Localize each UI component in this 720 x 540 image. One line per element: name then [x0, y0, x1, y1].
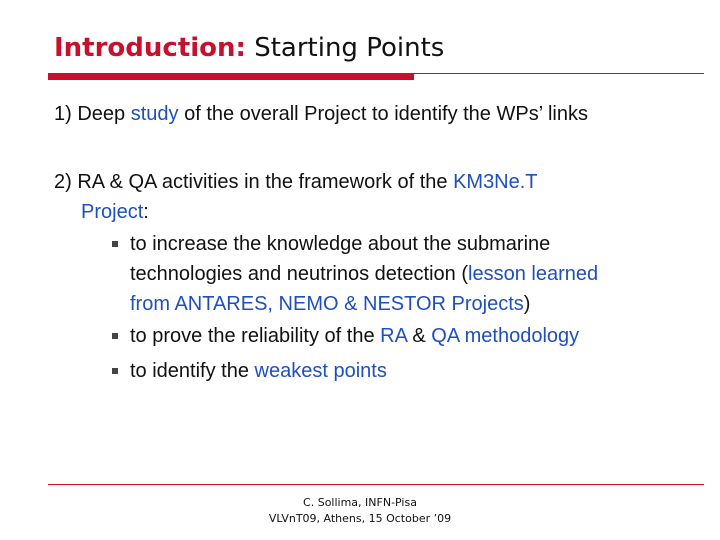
bullet-2-highlight-qa: QA methodology — [431, 325, 580, 347]
bullet-square-icon — [112, 333, 118, 339]
bullet-3-highlight: weakest points — [254, 360, 387, 382]
bullet-square-icon — [112, 241, 118, 247]
title-rule-thick — [48, 73, 414, 80]
bullet-1-line-3-after: ) — [523, 293, 531, 315]
point-1 — [54, 99, 588, 129]
point-2-highlight-km3net: KM3Ne.T — [453, 171, 538, 193]
bullet-1-line-3 — [130, 289, 530, 319]
point-2-highlight-project: Project — [81, 201, 144, 223]
title-main: Starting Points — [254, 33, 445, 63]
point-2-colon: : — [143, 201, 149, 223]
point-2-before: 2) RA & QA activities in the framework of the — [54, 171, 454, 193]
bullet-2-before: to prove the reliability of the — [130, 325, 381, 347]
bullet-3-text — [130, 356, 387, 386]
title-rule-thin — [414, 73, 704, 74]
bullet-2-text — [130, 321, 579, 351]
title-accent: Introduction: — [54, 33, 246, 63]
footer-author: C. Sollima, INFN-Pisa — [303, 496, 417, 509]
point-2-line-1 — [54, 167, 538, 197]
point-1-before: 1) Deep — [54, 103, 131, 125]
slide-title — [54, 30, 444, 66]
footer-event: VLVnT09, Athens, 15 October ’09 — [268, 512, 452, 525]
point-2-line-2 — [81, 197, 149, 227]
bullet-1-highlight-projects: from ANTARES, NEMO & NESTOR Projects — [130, 293, 524, 315]
point-1-highlight: study — [130, 103, 179, 125]
bullet-1-highlight-lesson: lesson learned — [468, 263, 599, 285]
bullet-square-icon — [112, 368, 118, 374]
bullet-3-before: to identify the — [130, 360, 255, 382]
bullet-1-line-1: to increase the knowledge about the submarine — [130, 233, 551, 255]
point-1-after: of the overall Project to identify the WPs’ links — [178, 103, 588, 125]
footer-rule — [48, 484, 704, 485]
bullet-2-highlight-ra: RA — [380, 325, 407, 347]
bullet-1-line-2 — [130, 259, 598, 289]
bullet-1-line-2-before: technologies and neutrinos detection ( — [130, 263, 469, 285]
bullet-2-mid: & — [406, 325, 432, 347]
